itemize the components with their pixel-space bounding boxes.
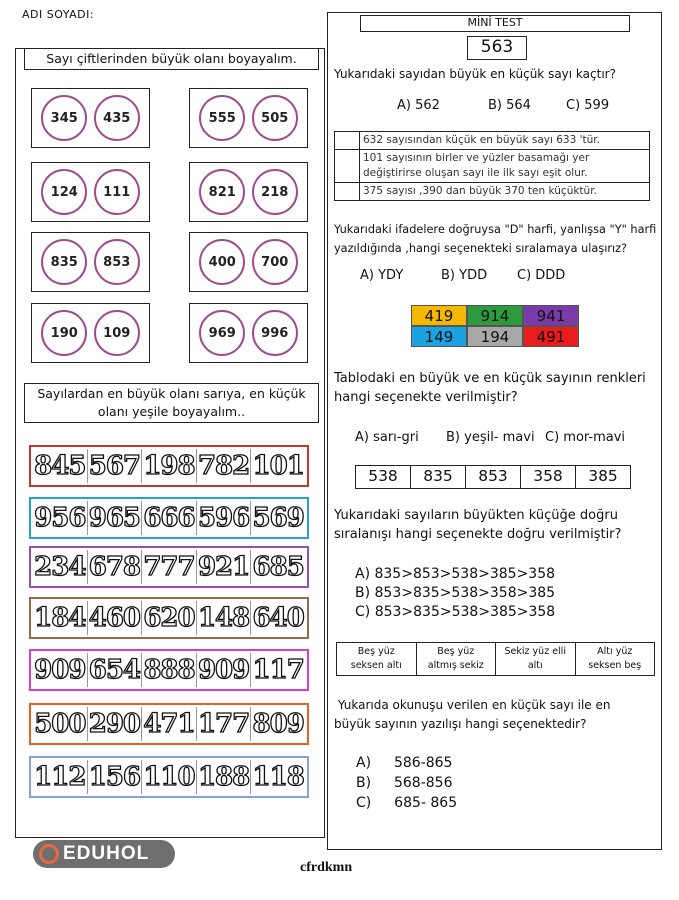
- q5-option-a[interactable]: [356, 755, 452, 771]
- outline-number[interactable]: 921: [197, 552, 250, 582]
- option-value: 685- 865: [394, 795, 458, 811]
- number-circle[interactable]: 969: [199, 310, 245, 356]
- number-circle[interactable]: 853: [94, 239, 140, 285]
- eduhol-logo: [33, 840, 175, 868]
- option-value: 568-856: [393, 775, 453, 791]
- outline-number[interactable]: 678: [88, 552, 141, 582]
- number-circle[interactable]: 505: [252, 95, 298, 141]
- statement-text: 632 sayısından küçük en büyük sayı 633 'tür.: [363, 134, 600, 146]
- number-pair-box: [189, 303, 308, 363]
- outline-number[interactable]: 117: [252, 655, 304, 685]
- outline-number[interactable]: 112: [34, 762, 86, 792]
- question-line: hangi seçenekte verilmiştir?: [334, 390, 518, 405]
- q1-option-a[interactable]: A) 562: [397, 98, 440, 113]
- reading-line: seksen beş: [588, 660, 642, 671]
- logo-text: EDUHOL: [63, 843, 150, 864]
- question-line: büyük sayının yazılışı hangi seçenektedir?: [334, 717, 587, 731]
- number-cell: 853: [466, 466, 521, 488]
- q5-option-c[interactable]: [356, 795, 457, 811]
- number-pair-box: [189, 232, 308, 292]
- option-letter: B): [356, 775, 372, 791]
- outline-number[interactable]: 184: [34, 603, 86, 633]
- outline-number[interactable]: 500: [34, 709, 86, 739]
- colored-cell: 914: [467, 305, 523, 326]
- question-3: [334, 369, 646, 407]
- q4-option-a[interactable]: A) 835>853>538>385>358: [355, 566, 556, 582]
- number-circle[interactable]: 218: [252, 169, 298, 215]
- reading-line: Beş yüz: [437, 646, 475, 657]
- question-2: [334, 220, 656, 258]
- outline-number[interactable]: 777: [143, 552, 195, 582]
- reading-cell: [496, 643, 576, 675]
- statement-row: [335, 150, 649, 183]
- outline-number[interactable]: 567: [88, 451, 141, 481]
- reading-line: Beş yüz: [357, 646, 395, 657]
- number-row: [29, 497, 309, 539]
- question-4: [334, 506, 621, 544]
- question-line: Yukarıdaki sayıların büyükten küçüğe doğru: [334, 508, 618, 523]
- colored-number-table: [411, 305, 579, 347]
- outline-number[interactable]: 156: [88, 762, 141, 792]
- outline-number[interactable]: 234: [34, 552, 86, 582]
- number-circle[interactable]: 345: [41, 95, 87, 141]
- number-circle[interactable]: 835: [41, 239, 87, 285]
- reading-cell: [417, 643, 497, 675]
- coloring-exercise-title: [24, 383, 319, 423]
- pair-exercise-title: Sayı çiftlerinden büyük olanı boyayalım.: [24, 48, 319, 70]
- number-row: [29, 649, 309, 691]
- student-name-label: ADI SOYADI:: [22, 8, 95, 21]
- question-line: yazıldığında ,hangi seçenekteki sıralamaya ulaşırız?: [334, 242, 628, 255]
- number-circle[interactable]: 111: [94, 169, 140, 215]
- outline-number[interactable]: 809: [252, 709, 304, 739]
- number-circle[interactable]: 555: [199, 95, 245, 141]
- outline-number[interactable]: 685: [252, 552, 304, 582]
- reading-line: altmış sekiz: [427, 660, 484, 671]
- reading-line: Sekiz yüz elli: [504, 646, 566, 657]
- question-line: Tablodaki en büyük ve en küçük sayının renkleri: [334, 371, 646, 386]
- number-pair-box: [189, 88, 308, 148]
- colored-cell: 419: [411, 305, 467, 326]
- colored-cell: 194: [467, 326, 523, 347]
- outline-number[interactable]: 909: [197, 655, 250, 685]
- option-value: 586-865: [393, 755, 453, 771]
- outline-number[interactable]: 956: [34, 503, 86, 533]
- q5-option-b[interactable]: [356, 775, 452, 791]
- outline-number[interactable]: 177: [197, 709, 250, 739]
- number-circle[interactable]: 996: [252, 310, 298, 356]
- number-pair-box: [31, 232, 150, 292]
- outline-number[interactable]: 640: [252, 603, 304, 633]
- number-circle[interactable]: 400: [199, 239, 245, 285]
- statement-row: [335, 183, 649, 200]
- number-circle[interactable]: 109: [94, 310, 140, 356]
- q1-option-c[interactable]: C) 599: [566, 98, 610, 113]
- colored-cell: 941: [523, 305, 579, 326]
- outline-number[interactable]: 148: [197, 603, 250, 633]
- answer-cell[interactable]: [335, 132, 360, 149]
- number-row: [29, 546, 309, 588]
- number-row: [29, 445, 309, 487]
- statement-text: 375 sayısı ,390 dan büyük 370 ten küçüktür.: [363, 185, 597, 197]
- reading-cell: [337, 643, 417, 675]
- outline-number[interactable]: 198: [143, 451, 195, 481]
- question-1: Yukarıdaki sayıdan büyük en küçük sayı kaçtır?: [334, 67, 616, 81]
- q2-option-a[interactable]: A) YDY: [360, 268, 404, 283]
- outline-number[interactable]: 596: [197, 503, 250, 533]
- number-pair-box: [31, 303, 150, 363]
- true-false-table: [334, 131, 650, 201]
- logo-mark-icon: [39, 844, 59, 864]
- reading-line: altı: [527, 660, 543, 671]
- outline-number[interactable]: 460: [88, 603, 141, 633]
- number-circle[interactable]: 821: [199, 169, 245, 215]
- colored-cell: 149: [411, 326, 467, 347]
- mini-test-title: MİNİ TEST: [360, 15, 630, 32]
- outline-number[interactable]: 782: [197, 451, 250, 481]
- colored-cell: 491: [523, 326, 579, 347]
- outline-number[interactable]: 888: [143, 655, 195, 685]
- target-number: 563: [467, 36, 527, 60]
- q2-option-b[interactable]: B) YDD: [441, 268, 488, 283]
- title-line: Sayılardan en büyük olanı sarıya, en küçük: [37, 386, 306, 401]
- number-row: [29, 756, 309, 798]
- q4-option-b[interactable]: B) 853>835>538>358>385: [355, 585, 556, 601]
- title-line: olanı yeşile boyayalım..: [97, 404, 246, 419]
- number-circle[interactable]: 700: [252, 239, 298, 285]
- number-cell: 538: [356, 466, 411, 488]
- number-circle[interactable]: 124: [41, 169, 87, 215]
- outline-number[interactable]: 666: [143, 503, 195, 533]
- q3-option-b[interactable]: B) yeşil- mavi: [446, 430, 535, 445]
- number-circle[interactable]: 190: [41, 310, 87, 356]
- q1-option-b[interactable]: B) 564: [488, 98, 531, 113]
- outline-number[interactable]: 845: [34, 451, 86, 481]
- number-circle[interactable]: 435: [94, 95, 140, 141]
- number-cell: 358: [521, 466, 576, 488]
- reading-line: Altı yüz: [597, 646, 633, 657]
- q3-option-c[interactable]: C) mor-mavi: [545, 430, 626, 445]
- statement-row: [335, 132, 649, 150]
- outline-number[interactable]: 188: [197, 762, 250, 792]
- q3-option-a[interactable]: A) sarı-gri: [355, 430, 419, 445]
- number-row: [29, 597, 309, 639]
- answer-cell[interactable]: [335, 183, 360, 200]
- numbers-table: [355, 465, 631, 489]
- question-line: sıralanışı hangi seçenekte doğru verilmiştir?: [334, 527, 622, 542]
- question-line: Yukarıda okunuşu verilen en küçük sayı ile en: [334, 698, 611, 712]
- q4-option-c[interactable]: C) 853>835>538>385>358: [355, 604, 556, 620]
- outline-number[interactable]: 909: [34, 655, 86, 685]
- footer-signature: cfrdkmn: [300, 860, 353, 875]
- outline-number[interactable]: 620: [143, 603, 195, 633]
- number-pair-box: [31, 88, 150, 148]
- reading-cell: [576, 643, 655, 675]
- number-readings-table: [336, 642, 655, 676]
- number-row: [29, 703, 309, 745]
- question-line: Yukarıdaki ifadelere doğruysa "D" harfi, yanlışsa "Y" harfi: [334, 223, 657, 236]
- number-pair-box: [31, 162, 150, 222]
- outline-number[interactable]: 965: [88, 503, 141, 533]
- outline-number[interactable]: 110: [143, 762, 195, 792]
- number-cell: 835: [411, 466, 466, 488]
- outline-number[interactable]: 118: [252, 762, 304, 792]
- reading-line: seksen altı: [350, 660, 402, 671]
- number-pair-box: [189, 162, 308, 222]
- outline-number[interactable]: 471: [143, 709, 195, 739]
- q2-option-c[interactable]: C) DDD: [517, 268, 566, 283]
- outline-number[interactable]: 101: [252, 451, 304, 481]
- outline-number[interactable]: 290: [88, 709, 141, 739]
- number-cell: 385: [588, 467, 618, 485]
- answer-cell[interactable]: [335, 150, 360, 182]
- outline-number[interactable]: 654: [88, 655, 141, 685]
- statement-text: 101 sayısının birler ve yüzler basamağı yer değiştirirse oluşan sayı ile ilk sayı eşit olur.: [363, 152, 590, 179]
- option-letter: A): [356, 755, 372, 771]
- option-letter: C): [356, 795, 372, 811]
- outline-number[interactable]: 569: [252, 503, 304, 533]
- question-5: [334, 696, 610, 734]
